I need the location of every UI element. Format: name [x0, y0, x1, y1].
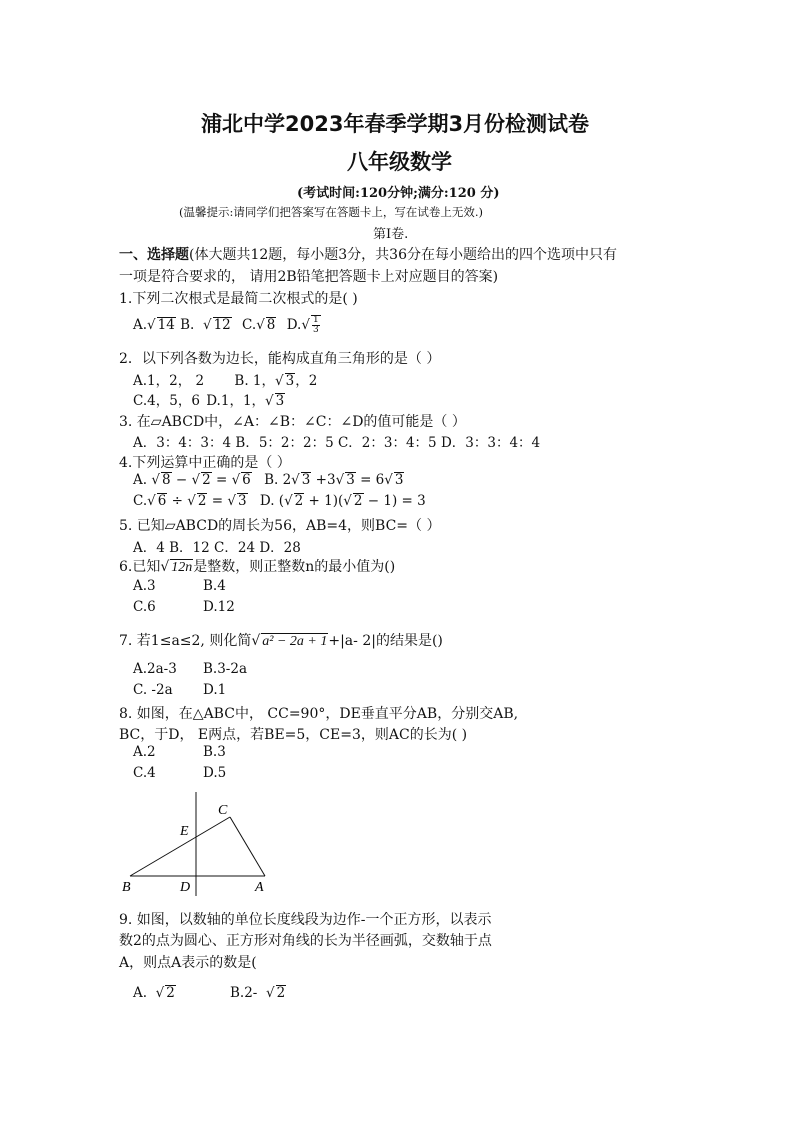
- volume-label: 第Ⅰ卷.: [373, 227, 409, 242]
- q4-options-row1: [133, 472, 404, 489]
- section-heading-line1: [119, 244, 617, 264]
- q8-stem-line1: 8. 如图，在△ABC中， CC=90°，DE垂直平分AB，分别交AB,: [119, 706, 519, 722]
- q4-option-c[interactable]: C.√ 6 ÷ √ 2 = √ 3: [133, 493, 247, 509]
- exam-info: (考试时间:120分钟;满分:120 分): [297, 186, 500, 201]
- label-b: B: [122, 880, 131, 895]
- q2-option-d[interactable]: D.1，1，√ 3: [206, 393, 285, 409]
- q2-option-c[interactable]: C.4，5，6: [133, 393, 200, 409]
- q6-option-c[interactable]: C.6: [133, 599, 156, 615]
- q4-option-d[interactable]: D. (√ 2 + 1)(√ 2 − 1) = 3: [259, 493, 426, 509]
- q9-stem-line1: 9. 如图，以数轴的单位长度线段为边作-一个正方形，以表示: [119, 912, 492, 928]
- section-instructions-2: 一项是符合要求的， 请用2B铅笔把答题卡上对应题目的答案): [119, 269, 499, 285]
- q7-option-b[interactable]: B.3-2a: [203, 661, 248, 677]
- q9-stem-line2: 数2的点为圆心、正方形对角线的长为半径画弧，交数轴于点: [119, 933, 492, 949]
- q3-options[interactable]: A．3：4：3：4 B．5：2：2：5 C．2：3：4：5 D．3：3：4：4: [133, 435, 541, 451]
- section-instructions-1: (体大题共12题，每小题3分，共36分在每小题给出的四个选项中只有: [189, 247, 617, 263]
- label-c: C: [218, 803, 228, 818]
- q1-options: [133, 315, 321, 335]
- q4-stem: 4.下列运算中正确的是（ ）: [119, 455, 291, 471]
- q8-option-a[interactable]: A.2: [133, 744, 156, 760]
- section-heading: 一、选择题: [119, 247, 189, 263]
- q6-option-b[interactable]: B.4: [203, 578, 226, 594]
- q7-option-c[interactable]: C. -2a: [133, 682, 173, 698]
- q9-option-a[interactable]: A. √ 2: [133, 985, 175, 1001]
- label-e: E: [180, 824, 189, 839]
- label-d: D: [180, 880, 191, 895]
- q3-stem: 3. 在▱ABCD中，∠A：∠B：∠C：∠D的值可能是（ ）: [119, 414, 466, 430]
- q1-option-b[interactable]: B. √ 12: [180, 317, 231, 333]
- q4-option-a[interactable]: A. √ 8 − √ 2 = √ 6: [133, 472, 251, 488]
- exam-subject: 八年级数学: [347, 150, 452, 174]
- q2-stem: 2．以下列各数为边长，能构成直角三角形的是（ ）: [119, 351, 441, 367]
- q1-stem: 1.下列二次根式是最简二次根式的是( ): [119, 291, 358, 307]
- q1-option-c[interactable]: C.√ 8: [242, 317, 276, 333]
- q2-options-row1: [133, 369, 317, 390]
- q2-options-row2: [133, 389, 285, 410]
- q6-option-d[interactable]: D.12: [203, 599, 235, 615]
- q1-option-a[interactable]: A.√ 14: [133, 317, 175, 333]
- q7-option-d[interactable]: D.1: [203, 682, 227, 698]
- q8-triangle-figure: [110, 790, 280, 900]
- q4-option-b[interactable]: B. 2√ 3 +3√ 3 = 6√ 3: [264, 472, 404, 488]
- q8-stem-line2: BC，于D， E两点，若BE=5，CE=3，则AC的长为( ): [119, 727, 468, 743]
- label-a: A: [255, 880, 264, 895]
- q5-options[interactable]: A．4 B．12 C．24 D．28: [133, 540, 301, 556]
- q9-stem-line3: A，则点A表示的数是(: [119, 955, 257, 971]
- segment-ca: [230, 817, 265, 876]
- q5-stem: 5. 已知▱ABCD的周长为56，AB=4，则BC=（ ）: [119, 518, 441, 534]
- q6-stem: 6.已知√ 12n是整数，则正整数n的最小值为(): [119, 559, 396, 575]
- q4-options-row2: [133, 493, 426, 510]
- q1-option-d[interactable]: D.√ $\frac{1}{3}$: [286, 315, 319, 335]
- exam-notice: (温馨提示:请同学们把答案写在答题卡上，写在试卷上无效.): [179, 205, 484, 219]
- q2-option-b[interactable]: B. 1，√ 3，2: [234, 373, 318, 389]
- q8-option-b[interactable]: B.3: [203, 744, 226, 760]
- exam-title: 浦北中学2023年春季学期3月份检测试卷: [201, 112, 590, 136]
- q2-option-a[interactable]: A.1，2， 2: [133, 373, 205, 389]
- q9-option-b[interactable]: B.2- √ 2: [230, 985, 286, 1001]
- q8-option-c[interactable]: C.4: [133, 765, 156, 781]
- q6-option-a[interactable]: A.3: [133, 578, 156, 594]
- q7-option-a[interactable]: A.2a-3: [133, 661, 177, 677]
- q8-option-d[interactable]: D.5: [203, 765, 227, 781]
- q7-stem: 7. 若1≤a≤2, 则化简√ a² − 2a + 1+|a- 2|的结果是(): [119, 633, 443, 649]
